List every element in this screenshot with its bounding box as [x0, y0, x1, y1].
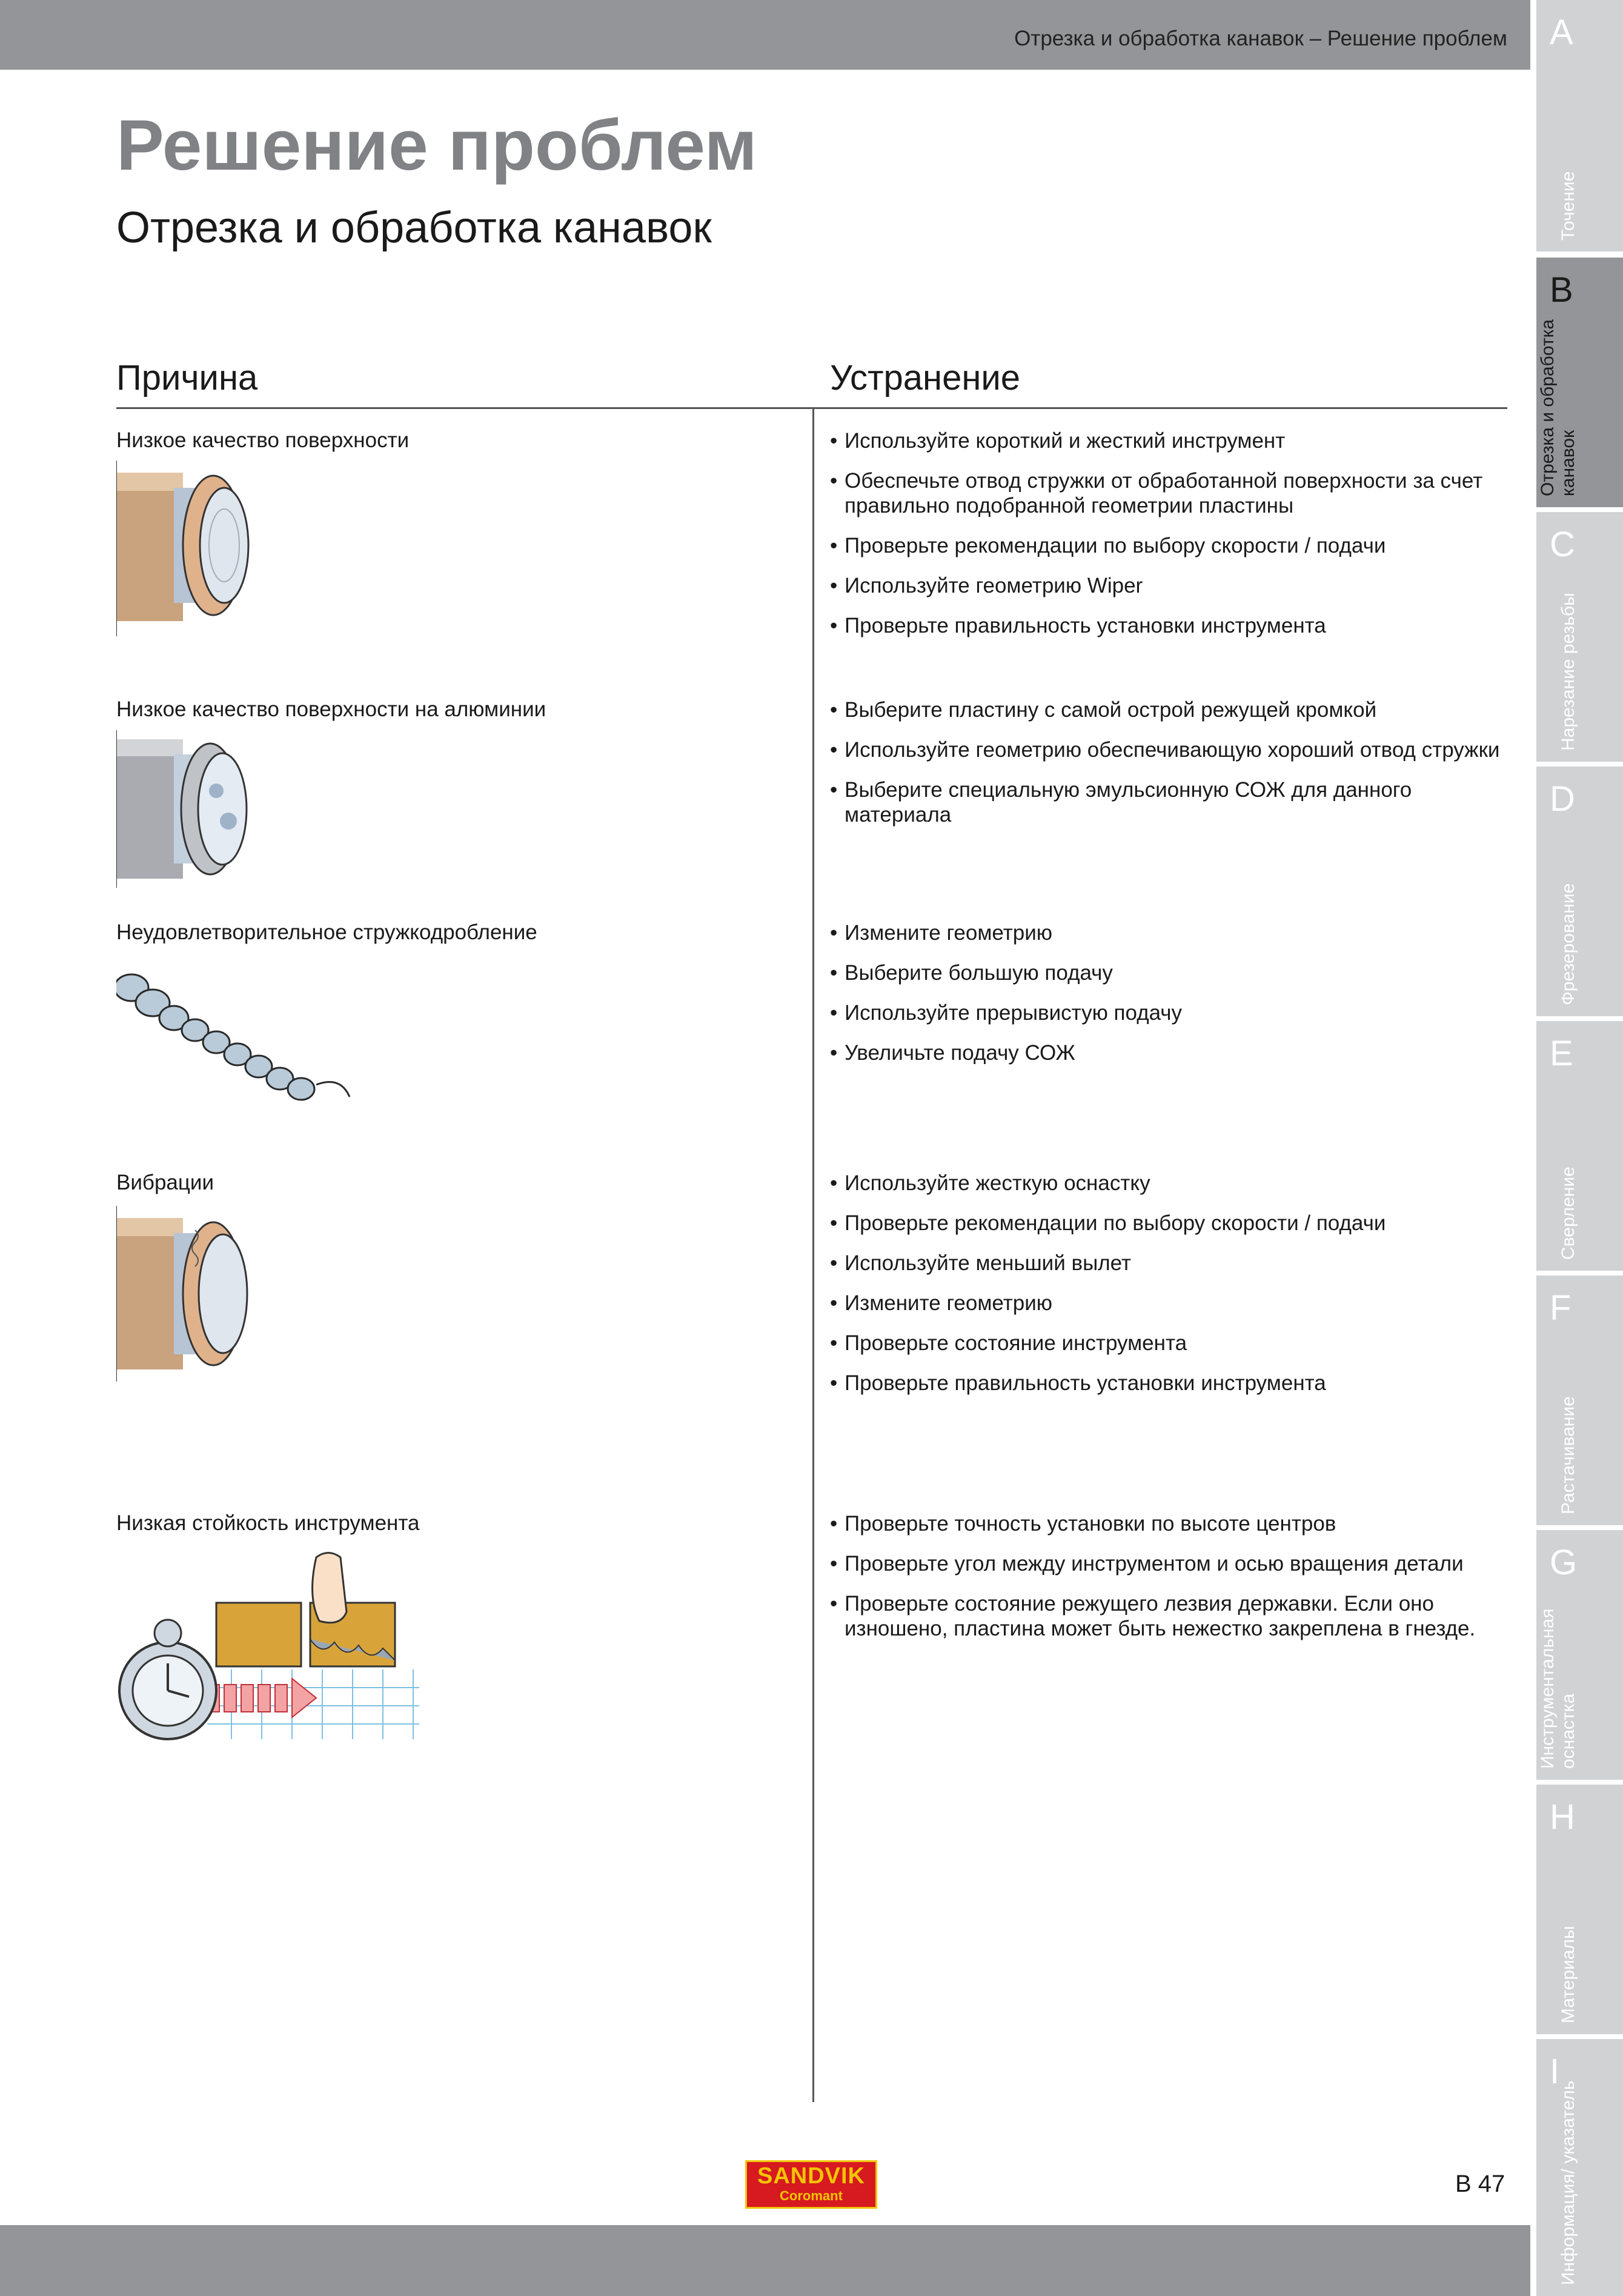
chip-spiral-illustration: [116, 960, 359, 1118]
header-rule: [116, 407, 1507, 409]
vibration-bar-illustration: [116, 1206, 286, 1388]
cause-chip-breaking: Неудовлетворительное стружкодробление: [116, 920, 537, 944]
list-item: • Проверьте правильность установки инструмента: [830, 613, 1502, 638]
fix-list-surface-quality: [830, 428, 1502, 653]
tab-tooling[interactable]: [1536, 1530, 1623, 1780]
tab-label: Материалы: [1558, 1926, 1578, 2023]
tab-label: Информация/ указатель: [1558, 2080, 1578, 2285]
list-item: • Используйте короткий и жесткий инструмент: [830, 428, 1502, 453]
tool-life-illustration: [116, 1548, 419, 1742]
footer-bar: [0, 2225, 1530, 2296]
tab-label: Точение: [1558, 171, 1578, 241]
tab-parting-grooving[interactable]: [1536, 258, 1623, 507]
tab-letter: G: [1550, 1543, 1578, 1582]
aluminium-bar-illustration: [116, 730, 274, 888]
list-item: • Проверьте точность установки по высоте центров: [830, 1511, 1502, 1536]
cause-surface-quality: Низкое качество поверхности: [116, 428, 410, 452]
list-item: • Проверьте правильность установки инструмента: [830, 1371, 1502, 1396]
tab-letter: D: [1550, 779, 1575, 819]
tab-letter: H: [1550, 1797, 1575, 1837]
fix-list-chip-breaking: [830, 920, 1502, 1080]
list-item: • Используйте прерывистую подачу: [830, 1000, 1502, 1025]
list-item: • Проверьте состояние инструмента: [830, 1331, 1502, 1356]
list-item: • Проверьте угол между инструментом и осью вращения детали: [830, 1551, 1502, 1576]
logo-brand: SANDVIK: [757, 2163, 866, 2189]
page-number: B 47: [1455, 2171, 1505, 2197]
list-item: • Выберите пластину с самой острой режущей кромкой: [830, 697, 1502, 722]
section-tabs: [1530, 0, 1623, 2296]
tab-label: Растачивание: [1558, 1396, 1578, 1514]
page-title: Решение проблем: [116, 105, 757, 185]
cause-vibration: Вибрации: [116, 1171, 214, 1194]
list-item: • Проверьте состояние режущего лезвия державки. Если оно изношено, пластина может быть нежестко закреплена в гнезде.: [830, 1591, 1502, 1641]
tab-letter: C: [1550, 525, 1575, 564]
column-header-fix: Устранение: [830, 358, 1021, 398]
tab-boring[interactable]: [1536, 1276, 1623, 1525]
list-item: • Выберите большую подачу: [830, 960, 1502, 985]
tab-label: Нарезание резьбы: [1558, 593, 1578, 751]
logo-sub: Coromant: [780, 2188, 843, 2203]
list-item: • Увеличьте подачу СОЖ: [830, 1040, 1502, 1065]
tab-drilling[interactable]: [1536, 1021, 1623, 1271]
list-item: • Используйте геометрию Wiper: [830, 573, 1502, 598]
fix-list-tool-life: [830, 1511, 1502, 1656]
list-item: • Проверьте рекомендации по выбору скорости / подачи: [830, 1211, 1502, 1236]
tab-label: Сверление: [1558, 1166, 1578, 1260]
tab-label: Инструментальная оснастка: [1538, 1608, 1578, 1769]
list-item: • Измените геометрию: [830, 920, 1502, 945]
fix-list-aluminium: [830, 697, 1502, 842]
tab-letter: I: [1550, 2052, 1560, 2091]
running-title: Отрезка и обработка канавок – Решение проблем: [1014, 27, 1507, 50]
tab-letter: A: [1550, 13, 1573, 52]
list-item: • Используйте геометрию обеспечивающую хороший отвод стружки: [830, 737, 1502, 762]
cause-aluminium: Низкое качество поверхности на алюминии: [116, 697, 546, 721]
tab-label: Фрезерование: [1558, 883, 1578, 1005]
page-subtitle: Отрезка и обработка канавок: [116, 204, 712, 252]
tab-information-index[interactable]: [1536, 2039, 1623, 2296]
tab-label: Отрезка и обработка канавок: [1538, 319, 1578, 496]
list-item: • Выберите специальную эмульсионную СОЖ для данного материала: [830, 777, 1502, 827]
fix-list-vibration: [830, 1171, 1502, 1411]
tab-letter: F: [1550, 1288, 1572, 1328]
cause-tool-life: Низкая стойкость инструмента: [116, 1511, 420, 1535]
header-bar: [0, 0, 1530, 70]
tab-milling[interactable]: [1536, 767, 1623, 1016]
column-divider: [812, 408, 814, 2102]
list-item: • Обеспечьте отвод стружки от обработанной поверхности за счет правильно подобранной геометрии пластины: [830, 468, 1502, 518]
list-item: • Используйте жесткую оснастку: [830, 1171, 1502, 1196]
tab-letter: E: [1550, 1034, 1573, 1073]
list-item: • Измените геометрию: [830, 1291, 1502, 1316]
sandvik-coromant-logo: [745, 2160, 877, 2209]
bar-surface-illustration: [116, 461, 286, 636]
tab-letter: B: [1550, 270, 1573, 310]
tab-materials[interactable]: [1536, 1785, 1623, 2034]
list-item: • Проверьте рекомендации по выбору скорости / подачи: [830, 533, 1502, 558]
list-item: • Используйте меньший вылет: [830, 1251, 1502, 1276]
tab-threading[interactable]: [1536, 512, 1623, 762]
column-header-cause: Причина: [116, 358, 258, 398]
tab-turning[interactable]: [1536, 0, 1623, 251]
